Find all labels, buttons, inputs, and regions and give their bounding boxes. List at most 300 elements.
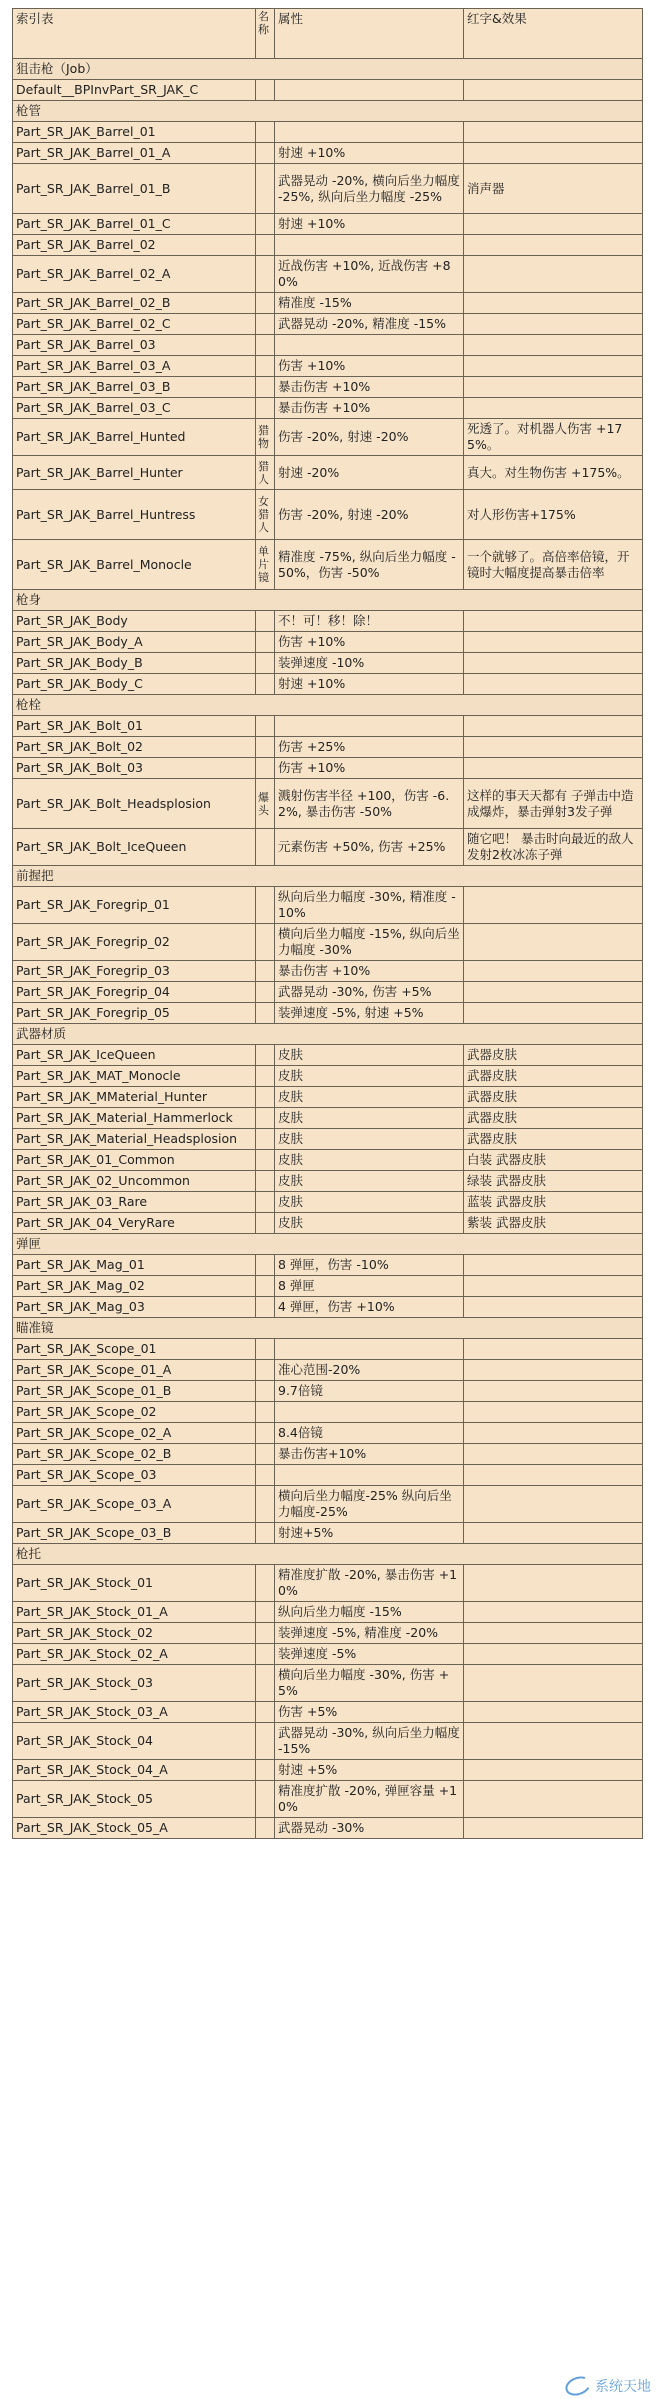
cell-index: Part_SR_JAK_Body_C — [13, 674, 256, 695]
cell-effect — [464, 674, 643, 695]
cell-index: Part_SR_JAK_02_Uncommon — [13, 1171, 256, 1192]
cell-name — [256, 1723, 275, 1760]
cell-index: Part_SR_JAK_Scope_02 — [13, 1402, 256, 1423]
cell-name — [256, 887, 275, 924]
cell-effect: 蓝装 武器皮肤 — [464, 1192, 643, 1213]
cell-attr: 纵向后坐力幅度 -15% — [275, 1602, 464, 1623]
table-row — [13, 398, 643, 419]
cell-name — [256, 1171, 275, 1192]
table-row — [13, 1781, 643, 1818]
cell-index: Part_SR_JAK_Stock_01 — [13, 1565, 256, 1602]
cell-attr — [275, 122, 464, 143]
cell-attr: 装弹速度 -5% — [275, 1644, 464, 1665]
cell-attr: 横向后坐力幅度 -15%, 纵向后坐力幅度 -30% — [275, 924, 464, 961]
cell-effect — [464, 1760, 643, 1781]
cell-effect — [464, 293, 643, 314]
cell-index: Part_SR_JAK_Mag_01 — [13, 1255, 256, 1276]
cell-index: Part_SR_JAK_Barrel_03_C — [13, 398, 256, 419]
cell-attr: 装弹速度 -5%, 精准度 -20% — [275, 1623, 464, 1644]
cell-index: Part_SR_JAK_Scope_02_B — [13, 1444, 256, 1465]
table-row — [13, 779, 643, 829]
table-row — [13, 887, 643, 924]
cell-effect: 对人形伤害+175% — [464, 490, 643, 540]
table-row — [13, 143, 643, 164]
cell-effect — [464, 1781, 643, 1818]
section-title: 武器材质 — [13, 1024, 643, 1045]
cell-index: Part_SR_JAK_Stock_05_A — [13, 1818, 256, 1839]
section-title: 枪身 — [13, 590, 643, 611]
cell-attr: 装弹速度 -5%, 射速 +5% — [275, 1003, 464, 1024]
cell-attr: 伤害 +10% — [275, 632, 464, 653]
table-row — [13, 1276, 643, 1297]
cell-attr: 纵向后坐力幅度 -30%, 精准度 -10% — [275, 887, 464, 924]
cell-attr: 武器晃动 -30%, 纵向后坐力幅度 -15% — [275, 1723, 464, 1760]
table-row — [13, 1402, 643, 1423]
cell-name — [256, 1339, 275, 1360]
table-row — [13, 1644, 643, 1665]
cell-attr: 伤害 +25% — [275, 737, 464, 758]
cell-index: Part_SR_JAK_Stock_03_A — [13, 1702, 256, 1723]
cell-name — [256, 1644, 275, 1665]
cell-index: Part_SR_JAK_Scope_03_B — [13, 1523, 256, 1544]
table-row — [13, 1360, 643, 1381]
cell-effect: 紫装 武器皮肤 — [464, 1213, 643, 1234]
cell-effect — [464, 1276, 643, 1297]
cell-name — [256, 632, 275, 653]
section-row — [13, 59, 643, 80]
cell-name — [256, 314, 275, 335]
header-name: 名称 — [256, 9, 275, 59]
cell-attr: 皮肤 — [275, 1171, 464, 1192]
watermark-logo-icon — [563, 2373, 594, 2399]
cell-effect — [464, 398, 643, 419]
cell-index: Part_SR_JAK_Bolt_IceQueen — [13, 829, 256, 866]
weapon-parts-table — [12, 8, 643, 1839]
cell-name — [256, 335, 275, 356]
table-row — [13, 1702, 643, 1723]
cell-index: Part_SR_JAK_Stock_03 — [13, 1665, 256, 1702]
table-row — [13, 293, 643, 314]
cell-name — [256, 1276, 275, 1297]
cell-index: Part_SR_JAK_Stock_02 — [13, 1623, 256, 1644]
cell-effect — [464, 1381, 643, 1402]
cell-name — [256, 164, 275, 214]
cell-attr: 溅射伤害半径 +100，伤害 -6.2%, 暴击伤害 -50% — [275, 779, 464, 829]
cell-effect — [464, 1297, 643, 1318]
cell-name — [256, 1297, 275, 1318]
cell-effect — [464, 1523, 643, 1544]
cell-attr: 射速 +10% — [275, 143, 464, 164]
table-row — [13, 1255, 643, 1276]
section-title: 弹匣 — [13, 1234, 643, 1255]
cell-index: Part_SR_JAK_Stock_04 — [13, 1723, 256, 1760]
cell-attr: 暴击伤害 +10% — [275, 377, 464, 398]
table-row — [13, 456, 643, 490]
table-row — [13, 377, 643, 398]
header-attr: 属性 — [275, 9, 464, 59]
table-row — [13, 1565, 643, 1602]
cell-index: Part_SR_JAK_Barrel_01_C — [13, 214, 256, 235]
cell-index: Part_SR_JAK_Barrel_02 — [13, 235, 256, 256]
section-title: 前握把 — [13, 866, 643, 887]
cell-index: Part_SR_JAK_Foregrip_03 — [13, 961, 256, 982]
cell-attr: 精准度扩散 -20%, 暴击伤害 +10% — [275, 1565, 464, 1602]
cell-name — [256, 1381, 275, 1402]
cell-name — [256, 1402, 275, 1423]
cell-effect — [464, 961, 643, 982]
cell-name: 单片镜 — [256, 540, 275, 590]
cell-index: Part_SR_JAK_Stock_02_A — [13, 1644, 256, 1665]
cell-effect — [464, 1818, 643, 1839]
cell-effect — [464, 256, 643, 293]
cell-effect — [464, 1255, 643, 1276]
cell-index: Part_SR_JAK_Stock_04_A — [13, 1760, 256, 1781]
cell-name — [256, 1602, 275, 1623]
cell-effect — [464, 1003, 643, 1024]
cell-name — [256, 1423, 275, 1444]
cell-attr: 射速 +5% — [275, 1760, 464, 1781]
section-row — [13, 1318, 643, 1339]
cell-index: Part_SR_JAK_Mag_02 — [13, 1276, 256, 1297]
cell-index: Part_SR_JAK_Body_B — [13, 653, 256, 674]
cell-attr: 暴击伤害 +10% — [275, 398, 464, 419]
cell-attr — [275, 335, 464, 356]
cell-effect — [464, 143, 643, 164]
table-row — [13, 1150, 643, 1171]
cell-effect: 白装 武器皮肤 — [464, 1150, 643, 1171]
cell-attr: 皮肤 — [275, 1213, 464, 1234]
cell-effect — [464, 924, 643, 961]
table-row — [13, 164, 643, 214]
table-row — [13, 632, 643, 653]
cell-name — [256, 982, 275, 1003]
table-row — [13, 737, 643, 758]
cell-index: Part_SR_JAK_Barrel_Hunter — [13, 456, 256, 490]
header-effect: 红字&效果 — [464, 9, 643, 59]
cell-effect — [464, 314, 643, 335]
cell-index: Part_SR_JAK_Barrel_Huntress — [13, 490, 256, 540]
table-row — [13, 758, 643, 779]
cell-name — [256, 611, 275, 632]
cell-attr — [275, 1402, 464, 1423]
cell-name — [256, 737, 275, 758]
cell-attr: 皮肤 — [275, 1108, 464, 1129]
table-row — [13, 1213, 643, 1234]
cell-name — [256, 829, 275, 866]
cell-attr: 武器晃动 -20%, 横向后坐力幅度 -25%, 纵向后坐力幅度 -25% — [275, 164, 464, 214]
table-row — [13, 1486, 643, 1523]
cell-attr — [275, 1465, 464, 1486]
cell-effect — [464, 887, 643, 924]
table-row — [13, 982, 643, 1003]
table-row — [13, 490, 643, 540]
cell-effect: 这样的事天天都有 子弹击中造成爆炸，暴击弹射3发子弹 — [464, 779, 643, 829]
cell-attr: 射速 +10% — [275, 214, 464, 235]
cell-name — [256, 256, 275, 293]
cell-name — [256, 1565, 275, 1602]
cell-attr: 武器晃动 -30%, 伤害 +5% — [275, 982, 464, 1003]
cell-effect — [464, 377, 643, 398]
section-title: 枪托 — [13, 1544, 643, 1565]
table-row — [13, 419, 643, 456]
cell-name — [256, 1760, 275, 1781]
table-row — [13, 1297, 643, 1318]
cell-effect: 随它吧！ 暴击时向最近的敌人发射2枚冰冻子弹 — [464, 829, 643, 866]
cell-name — [256, 1150, 275, 1171]
cell-index: Part_SR_JAK_Stock_05 — [13, 1781, 256, 1818]
table-row — [13, 1623, 643, 1644]
cell-effect — [464, 80, 643, 101]
cell-effect: 武器皮肤 — [464, 1045, 643, 1066]
cell-attr: 伤害 -20%, 射速 -20% — [275, 490, 464, 540]
cell-name — [256, 924, 275, 961]
cell-attr: 武器晃动 -30% — [275, 1818, 464, 1839]
cell-name — [256, 1192, 275, 1213]
cell-index: Part_SR_JAK_Barrel_03_B — [13, 377, 256, 398]
table-row — [13, 829, 643, 866]
cell-name — [256, 1087, 275, 1108]
cell-attr: 伤害 +5% — [275, 1702, 464, 1723]
cell-index: Part_SR_JAK_Barrel_01_A — [13, 143, 256, 164]
cell-name — [256, 1465, 275, 1486]
cell-effect — [464, 1402, 643, 1423]
table-row — [13, 1381, 643, 1402]
cell-attr: 元素伤害 +50%, 伤害 +25% — [275, 829, 464, 866]
watermark — [565, 2376, 651, 2396]
cell-effect — [464, 122, 643, 143]
table-row — [13, 1465, 643, 1486]
cell-effect: 消声器 — [464, 164, 643, 214]
section-title: 枪栓 — [13, 695, 643, 716]
cell-effect — [464, 1444, 643, 1465]
cell-attr: 精准度扩散 -20%, 弹匣容量 +10% — [275, 1781, 464, 1818]
table-body — [13, 9, 643, 1839]
cell-index: Part_SR_JAK_Material_Hammerlock — [13, 1108, 256, 1129]
cell-name — [256, 1623, 275, 1644]
cell-attr: 8 弹匣 — [275, 1276, 464, 1297]
section-row — [13, 1024, 643, 1045]
table-row — [13, 122, 643, 143]
cell-effect — [464, 235, 643, 256]
section-row — [13, 1234, 643, 1255]
cell-index: Part_SR_JAK_Barrel_02_B — [13, 293, 256, 314]
table-row — [13, 214, 643, 235]
table-row — [13, 924, 643, 961]
cell-effect — [464, 1339, 643, 1360]
table-row — [13, 1066, 643, 1087]
cell-effect: 武器皮肤 — [464, 1066, 643, 1087]
cell-index: Part_SR_JAK_Barrel_Hunted — [13, 419, 256, 456]
cell-attr: 8 弹匣，伤害 -10% — [275, 1255, 464, 1276]
cell-attr: 暴击伤害+10% — [275, 1444, 464, 1465]
cell-index: Part_SR_JAK_Barrel_Monocle — [13, 540, 256, 590]
cell-effect — [464, 1565, 643, 1602]
table-row — [13, 1045, 643, 1066]
cell-effect — [464, 1423, 643, 1444]
cell-effect: 绿装 武器皮肤 — [464, 1171, 643, 1192]
cell-attr: 准心范围-20% — [275, 1360, 464, 1381]
cell-index: Part_SR_JAK_Barrel_01 — [13, 122, 256, 143]
table-row — [13, 716, 643, 737]
table-row — [13, 961, 643, 982]
table-row — [13, 335, 643, 356]
cell-index: Part_SR_JAK_Stock_01_A — [13, 1602, 256, 1623]
cell-name — [256, 674, 275, 695]
cell-attr — [275, 716, 464, 737]
cell-index: Part_SR_JAK_Bolt_03 — [13, 758, 256, 779]
cell-effect: 武器皮肤 — [464, 1087, 643, 1108]
table-row — [13, 674, 643, 695]
cell-name — [256, 398, 275, 419]
table-row — [13, 1339, 643, 1360]
section-row — [13, 1544, 643, 1565]
cell-index: Part_SR_JAK_IceQueen — [13, 1045, 256, 1066]
cell-attr: 装弹速度 -10% — [275, 653, 464, 674]
cell-effect — [464, 982, 643, 1003]
cell-index: Part_SR_JAK_Body_A — [13, 632, 256, 653]
cell-name — [256, 1213, 275, 1234]
cell-name — [256, 1444, 275, 1465]
cell-name — [256, 1702, 275, 1723]
cell-index: Part_SR_JAK_Barrel_02_C — [13, 314, 256, 335]
cell-name — [256, 377, 275, 398]
table-row — [13, 540, 643, 590]
cell-index: Part_SR_JAK_Scope_03 — [13, 1465, 256, 1486]
cell-name — [256, 1003, 275, 1024]
cell-index: Part_SR_JAK_Barrel_03_A — [13, 356, 256, 377]
cell-attr: 不！可！移！除！ — [275, 611, 464, 632]
section-title: 枪管 — [13, 101, 643, 122]
cell-effect — [464, 632, 643, 653]
watermark-text: 系统天地 — [595, 2379, 651, 2395]
cell-attr — [275, 235, 464, 256]
cell-index: Part_SR_JAK_Material_Headsplosion — [13, 1129, 256, 1150]
cell-effect: 真大。对生物伤害 +175%。 — [464, 456, 643, 490]
cell-attr: 皮肤 — [275, 1129, 464, 1150]
table-row — [13, 1723, 643, 1760]
cell-attr: 射速+5% — [275, 1523, 464, 1544]
cell-attr: 暴击伤害 +10% — [275, 961, 464, 982]
cell-index: Part_SR_JAK_Scope_02_A — [13, 1423, 256, 1444]
section-row — [13, 101, 643, 122]
cell-index: Part_SR_JAK_01_Common — [13, 1150, 256, 1171]
cell-attr: 精准度 -15% — [275, 293, 464, 314]
cell-name — [256, 356, 275, 377]
cell-index: Part_SR_JAK_Foregrip_01 — [13, 887, 256, 924]
cell-index: Part_SR_JAK_03_Rare — [13, 1192, 256, 1213]
table-row — [13, 1003, 643, 1024]
cell-attr: 近战伤害 +10%, 近战伤害 +80% — [275, 256, 464, 293]
cell-name — [256, 122, 275, 143]
section-row — [13, 590, 643, 611]
cell-effect — [464, 653, 643, 674]
cell-index: Part_SR_JAK_Barrel_01_B — [13, 164, 256, 214]
section-row — [13, 695, 643, 716]
header-index: 索引表 — [13, 9, 256, 59]
section-title: 狙击枪（Job） — [13, 59, 643, 80]
cell-attr: 皮肤 — [275, 1192, 464, 1213]
cell-name — [256, 1523, 275, 1544]
cell-effect — [464, 335, 643, 356]
cell-name — [256, 214, 275, 235]
cell-effect — [464, 356, 643, 377]
cell-index: Part_SR_JAK_Bolt_Headsplosion — [13, 779, 256, 829]
cell-attr: 伤害 +10% — [275, 758, 464, 779]
cell-name — [256, 1108, 275, 1129]
table-row — [13, 1818, 643, 1839]
cell-index: Part_SR_JAK_Foregrip_05 — [13, 1003, 256, 1024]
cell-index: Part_SR_JAK_Scope_03_A — [13, 1486, 256, 1523]
section-title: 瞄准镜 — [13, 1318, 643, 1339]
cell-attr: 伤害 -20%, 射速 -20% — [275, 419, 464, 456]
cell-attr — [275, 1339, 464, 1360]
cell-name — [256, 1665, 275, 1702]
cell-name — [256, 653, 275, 674]
table-row — [13, 314, 643, 335]
cell-name — [256, 1781, 275, 1818]
table-row — [13, 1423, 643, 1444]
table-row — [13, 235, 643, 256]
cell-name — [256, 1255, 275, 1276]
cell-effect — [464, 1702, 643, 1723]
cell-effect — [464, 1644, 643, 1665]
table-row — [13, 1523, 643, 1544]
cell-attr — [275, 80, 464, 101]
cell-effect: 武器皮肤 — [464, 1108, 643, 1129]
cell-attr: 9.7倍镜 — [275, 1381, 464, 1402]
cell-index: Part_SR_JAK_Scope_01 — [13, 1339, 256, 1360]
cell-effect — [464, 716, 643, 737]
cell-name — [256, 1360, 275, 1381]
cell-name — [256, 1486, 275, 1523]
table-row — [13, 1171, 643, 1192]
cell-effect — [464, 1623, 643, 1644]
cell-name: 猎人 — [256, 456, 275, 490]
cell-name: 猎物 — [256, 419, 275, 456]
cell-index: Part_SR_JAK_Foregrip_04 — [13, 982, 256, 1003]
cell-name — [256, 293, 275, 314]
cell-effect: 一个就够了。高倍率倍镜，开镜时大幅度提高暴击倍率 — [464, 540, 643, 590]
table-row — [13, 1444, 643, 1465]
cell-name — [256, 235, 275, 256]
cell-attr: 射速 +10% — [275, 674, 464, 695]
table-row — [13, 80, 643, 101]
cell-name — [256, 758, 275, 779]
table-row — [13, 356, 643, 377]
cell-index: Part_SR_JAK_04_VeryRare — [13, 1213, 256, 1234]
cell-index: Default__BPInvPart_SR_JAK_C — [13, 80, 256, 101]
cell-attr: 伤害 +10% — [275, 356, 464, 377]
cell-index: Part_SR_JAK_Scope_01_B — [13, 1381, 256, 1402]
table-row — [13, 1129, 643, 1150]
cell-attr: 8.4倍镜 — [275, 1423, 464, 1444]
cell-name — [256, 961, 275, 982]
cell-effect — [464, 1486, 643, 1523]
section-row — [13, 866, 643, 887]
table-row — [13, 1192, 643, 1213]
cell-name — [256, 80, 275, 101]
cell-index: Part_SR_JAK_MMaterial_Hunter — [13, 1087, 256, 1108]
cell-attr: 横向后坐力幅度 -30%, 伤害 +5% — [275, 1665, 464, 1702]
table-row — [13, 256, 643, 293]
cell-effect — [464, 611, 643, 632]
cell-attr: 4 弹匣，伤害 +10% — [275, 1297, 464, 1318]
cell-index: Part_SR_JAK_Body — [13, 611, 256, 632]
table-header-row — [13, 9, 643, 59]
table-row — [13, 1760, 643, 1781]
cell-effect: 武器皮肤 — [464, 1129, 643, 1150]
cell-effect — [464, 1360, 643, 1381]
